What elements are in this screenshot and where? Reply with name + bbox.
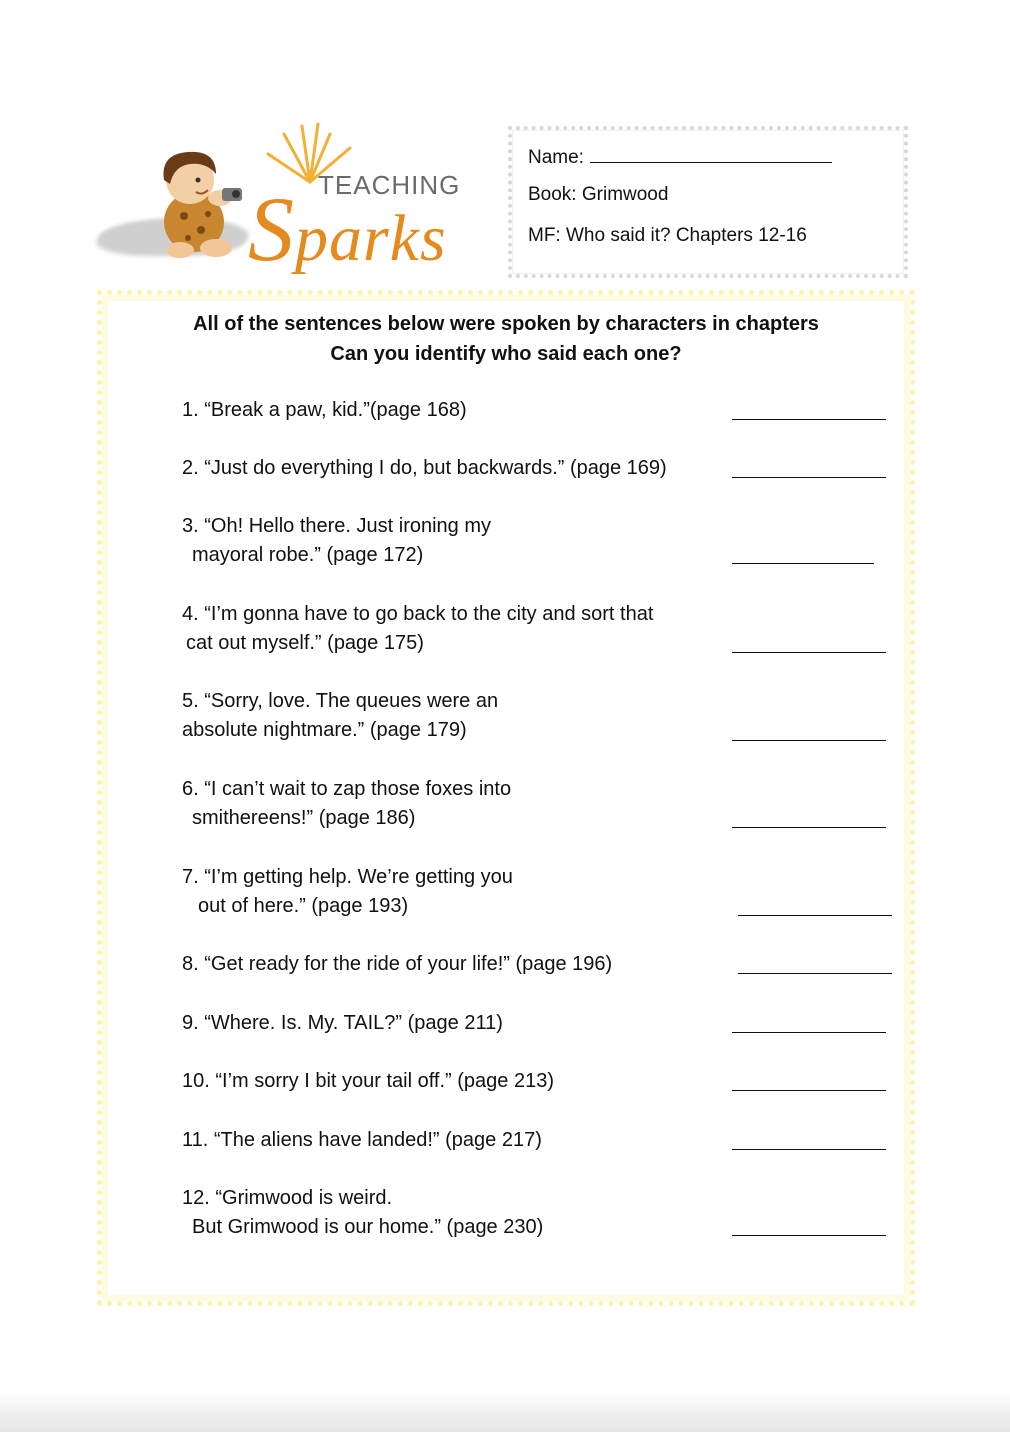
question-text: out of here.” (page 193) — [198, 895, 409, 917]
question-text: 4. “I’m gonna have to go back to the city and sort that — [182, 603, 654, 625]
question-text: 8. “Get ready for the ride of your life!” (page 196) — [182, 953, 613, 975]
question-6 — [182, 775, 742, 833]
logo-teaching-text: TEACHING — [318, 170, 461, 200]
answer-blank-9[interactable] — [732, 1032, 886, 1033]
answer-blank-1[interactable] — [732, 419, 886, 420]
question-text: 1. “Break a paw, kid.”(page 168) — [182, 399, 467, 421]
question-text: 5. “Sorry, love. The queues were an — [182, 690, 499, 712]
page-bottom-shade — [0, 1392, 1010, 1432]
answer-blank-10[interactable] — [732, 1090, 886, 1091]
question-text: 7. “I’m getting help. We’re getting you — [182, 866, 513, 888]
logo-sparks-initial: S — [248, 178, 295, 280]
question-text: 6. “I can’t wait to zap those foxes into — [182, 778, 512, 800]
instructions-line-2: Can you identify who said each one? — [330, 343, 682, 365]
question-text: absolute nightmare.” (page 179) — [182, 719, 467, 741]
question-10 — [182, 1067, 742, 1096]
answer-blank-6[interactable] — [732, 827, 886, 828]
question-text: But Grimwood is our home.” (page 230) — [192, 1216, 544, 1238]
question-text: 11. “The aliens have landed!” (page 217) — [182, 1129, 542, 1151]
name-label: Name: — [528, 147, 584, 168]
answer-blank-2[interactable] — [732, 477, 886, 478]
teaching-sparks-logo — [98, 120, 478, 280]
question-12 — [182, 1184, 742, 1242]
question-3 — [182, 512, 742, 570]
answer-blank-4[interactable] — [732, 652, 886, 653]
question-text: mayoral robe.” (page 172) — [192, 544, 424, 566]
questions-box — [97, 290, 915, 1306]
answer-blank-5[interactable] — [732, 740, 886, 741]
question-text: 12. “Grimwood is weird. — [182, 1187, 393, 1209]
instructions-line-1: All of the sentences below were spoken by characters in chapters — [193, 313, 819, 335]
question-text: 9. “Where. Is. My. TAIL?” (page 211) — [182, 1012, 503, 1034]
question-text: 3. “Oh! Hello there. Just ironing my — [182, 515, 492, 537]
question-2 — [182, 454, 742, 483]
answer-blank-12[interactable] — [732, 1235, 886, 1236]
question-11 — [182, 1126, 742, 1155]
question-1 — [182, 396, 742, 425]
question-text: smithereens!” (page 186) — [192, 807, 416, 829]
question-text: 10. “I’m sorry I bit your tail off.” (page 213) — [182, 1070, 555, 1092]
answer-blank-3[interactable] — [732, 563, 874, 564]
question-8 — [182, 950, 742, 979]
book-label: Book: Grimwood — [528, 184, 669, 205]
student-info-box — [508, 126, 908, 278]
answer-blank-7[interactable] — [738, 915, 892, 916]
name-row — [528, 144, 832, 169]
worksheet-title: MF: Who said it? Chapters 12-16 — [528, 225, 807, 246]
instructions — [102, 309, 910, 369]
answer-blank-11[interactable] — [732, 1149, 886, 1150]
caveman-mascot-icon — [146, 140, 256, 260]
logo-sparks-text — [248, 176, 447, 282]
question-9 — [182, 1009, 742, 1038]
question-4 — [182, 600, 742, 658]
question-5 — [182, 687, 742, 745]
name-blank-line[interactable] — [590, 144, 832, 163]
question-text: cat out myself.” (page 175) — [186, 632, 424, 654]
question-text: 2. “Just do everything I do, but backwards.” (page 169) — [182, 457, 667, 479]
answer-blank-8[interactable] — [738, 973, 892, 974]
logo-sparks-rest: parks — [295, 202, 447, 275]
question-7 — [182, 863, 742, 921]
